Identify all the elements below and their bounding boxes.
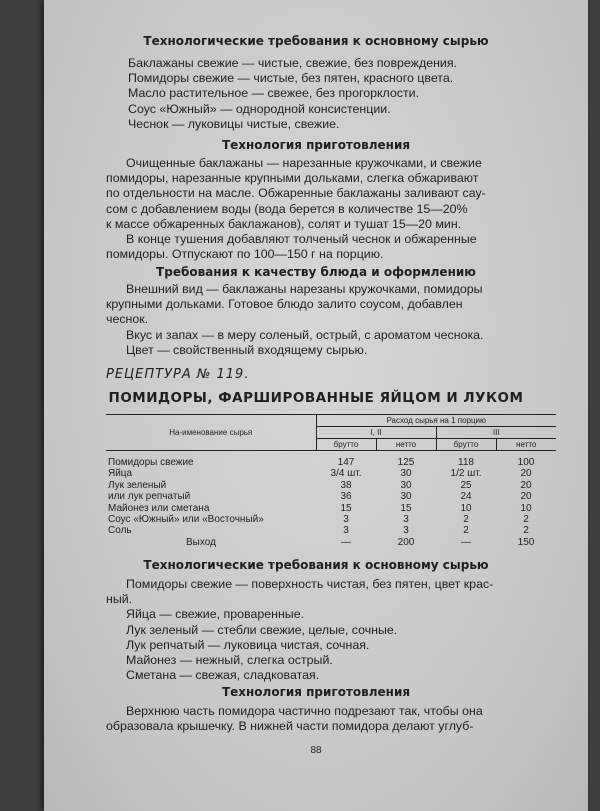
column-header-netto: нетто (376, 439, 436, 451)
text-line: помидоры, нарезанные крупными дольками, слегка обжаривают (106, 171, 479, 186)
table-row (106, 457, 556, 468)
table-cell: 15 (340, 502, 352, 514)
table-cell: 30 (400, 479, 412, 491)
table-cell: 20 (520, 468, 532, 480)
column-header-i-ii: I, II (316, 427, 436, 439)
list-item: Сметана — свежая, сладковатая. (126, 668, 320, 683)
list-item: Майонез — нежный, слегка острый. (126, 653, 333, 668)
table-row (106, 514, 556, 525)
text-line: сом с добавлением воды (вода берется в количестве 15—20% (106, 201, 468, 216)
column-header-iii: III (436, 427, 556, 439)
table-cell: 10 (460, 502, 472, 514)
text-line: Внешний вид — баклажаны нарезаны кружочками, помидоры (126, 282, 483, 296)
table-cell: 3 (343, 525, 349, 537)
section1-list (44, 56, 588, 132)
ingredient-name: Соль (108, 525, 132, 537)
table-row (106, 503, 556, 514)
table-cell: 1/2 шт. (450, 468, 482, 480)
table-cell: 3 (403, 514, 409, 526)
section3-text (44, 282, 556, 358)
table-row-output (106, 537, 556, 548)
table-cell: 30 (400, 491, 412, 503)
text-line: Помидоры свежие — поверхность чистая, без пятен, цвет крас- (126, 577, 494, 591)
table-cell: 150 (517, 536, 535, 548)
section5-text (44, 704, 556, 734)
list-item: Масло растительное — свежее, без прогорклости. (128, 86, 420, 101)
section3-heading: Требования к качеству блюда и оформлению (156, 265, 476, 279)
table-cell: 2 (463, 525, 469, 537)
table-cell: 2 (463, 514, 469, 526)
table-cell: — (461, 536, 471, 548)
table-row (106, 468, 556, 479)
table-cell: 3 (403, 525, 409, 537)
table-cell: 30 (400, 468, 412, 480)
section5-heading: Технология приготовления (221, 685, 411, 699)
section4-heading: Технологические требования к основному сырью (143, 558, 489, 572)
ingredient-name: или лук репчатый (108, 491, 191, 503)
column-header-name: На-именование сырья (106, 415, 316, 451)
table-cell: 100 (517, 457, 535, 468)
table-cell: — (341, 536, 351, 548)
text-line: чеснок. (106, 312, 149, 327)
table-cell: 3 (343, 514, 349, 526)
ingredient-name: Майонез или сметана (108, 502, 210, 514)
table-cell: 38 (340, 479, 352, 491)
list-item: Яйца — свежие, проваренные. (126, 607, 305, 622)
ingredient-name: Соус «Южный» или «Восточный» (108, 514, 264, 526)
ingredients-table-wrap (44, 414, 566, 548)
text-line: Верхнюю часть помидора частично подрезают так, чтобы она (126, 704, 483, 718)
table-cell: 2 (523, 525, 529, 537)
table-row (106, 525, 556, 536)
ingredients-table (106, 414, 556, 548)
text-line: к массе обжаренных баклажанов), солят и тушат 15—20 мин. (106, 216, 462, 231)
book-page (44, 0, 588, 811)
table-cell: 20 (520, 479, 532, 491)
table-cell: 3/4 шт. (330, 468, 362, 480)
list-item: Лук репчатый — луковица чистая, сочная. (126, 637, 370, 652)
table-cell: 2 (523, 514, 529, 526)
text-line: крупными дольками. Готовое блюдо залито соусом, добавлен (106, 297, 463, 312)
table-cell: 118 (458, 457, 474, 468)
recipe-title: ПОМИДОРЫ, ФАРШИРОВАННЫЕ ЯЙЦОМ И ЛУКОМ (108, 390, 524, 406)
ingredient-name: Яйца (108, 468, 133, 480)
page-number: 88 (310, 745, 322, 756)
list-item: Чеснок — луковицы чистые, свежие. (128, 116, 340, 131)
table-cell: 147 (337, 457, 355, 468)
list-item: Соус «Южный» — однородной консистенции. (128, 101, 391, 116)
list-item: Помидоры свежие — чистые, без пятен, красного цвета. (128, 71, 454, 86)
section4-text (44, 577, 556, 683)
table-cell: 10 (520, 502, 532, 514)
column-header-netto: нетто (516, 440, 537, 449)
text-line: Очищенные баклажаны — нарезанные кружочками, и свежие (126, 156, 482, 170)
list-item: Баклажаны свежие — чистые, свежие, без повреждения. (128, 56, 457, 70)
section1-heading: Технологические требования к основному сырью (143, 34, 489, 48)
ingredient-name: Лук зеленый (108, 479, 167, 491)
text-line: Вкус и запах — в меру соленый, острый, с ароматом чеснока. (126, 327, 484, 342)
text-line: Цвет — свойственный входящему сырью. (126, 342, 368, 357)
table-cell: 36 (340, 491, 352, 503)
list-item: Лук зеленый — стебли свежие, целые, сочные. (126, 622, 398, 637)
table-cell: 15 (400, 502, 412, 514)
section2-heading: Технология приготовления (221, 138, 411, 152)
text-line: ный. (106, 592, 133, 607)
table-cell: 24 (460, 491, 472, 503)
text-line: В конце тушения добавляют толченый чеснок и обжаренные (126, 232, 477, 247)
column-header-brutto: брутто (436, 439, 496, 451)
table-row (106, 491, 556, 502)
table-cell: 125 (397, 457, 415, 468)
column-header-brutto: брутто (316, 439, 376, 451)
ingredient-name: Помидоры свежие (108, 457, 194, 468)
recipe-label: РЕЦЕПТУРА № 119. (106, 367, 250, 382)
text-line: помидоры. Отпускают по 100—150 г на порцию. (106, 247, 384, 262)
table-cell: 25 (460, 479, 472, 491)
text-line: образовала крышечку. В нижней части помидора делают углуб- (106, 719, 474, 734)
text-line: по отдельности на масле. Обжаренные баклажаны заливают сау- (106, 186, 486, 201)
table-cell: 20 (520, 491, 532, 503)
column-header-group: Расход сырья на 1 порцию (316, 415, 556, 427)
table-row (106, 480, 556, 491)
table-cell: 200 (397, 536, 415, 548)
ingredient-name: Выход (186, 536, 216, 548)
section2-text (44, 156, 556, 262)
